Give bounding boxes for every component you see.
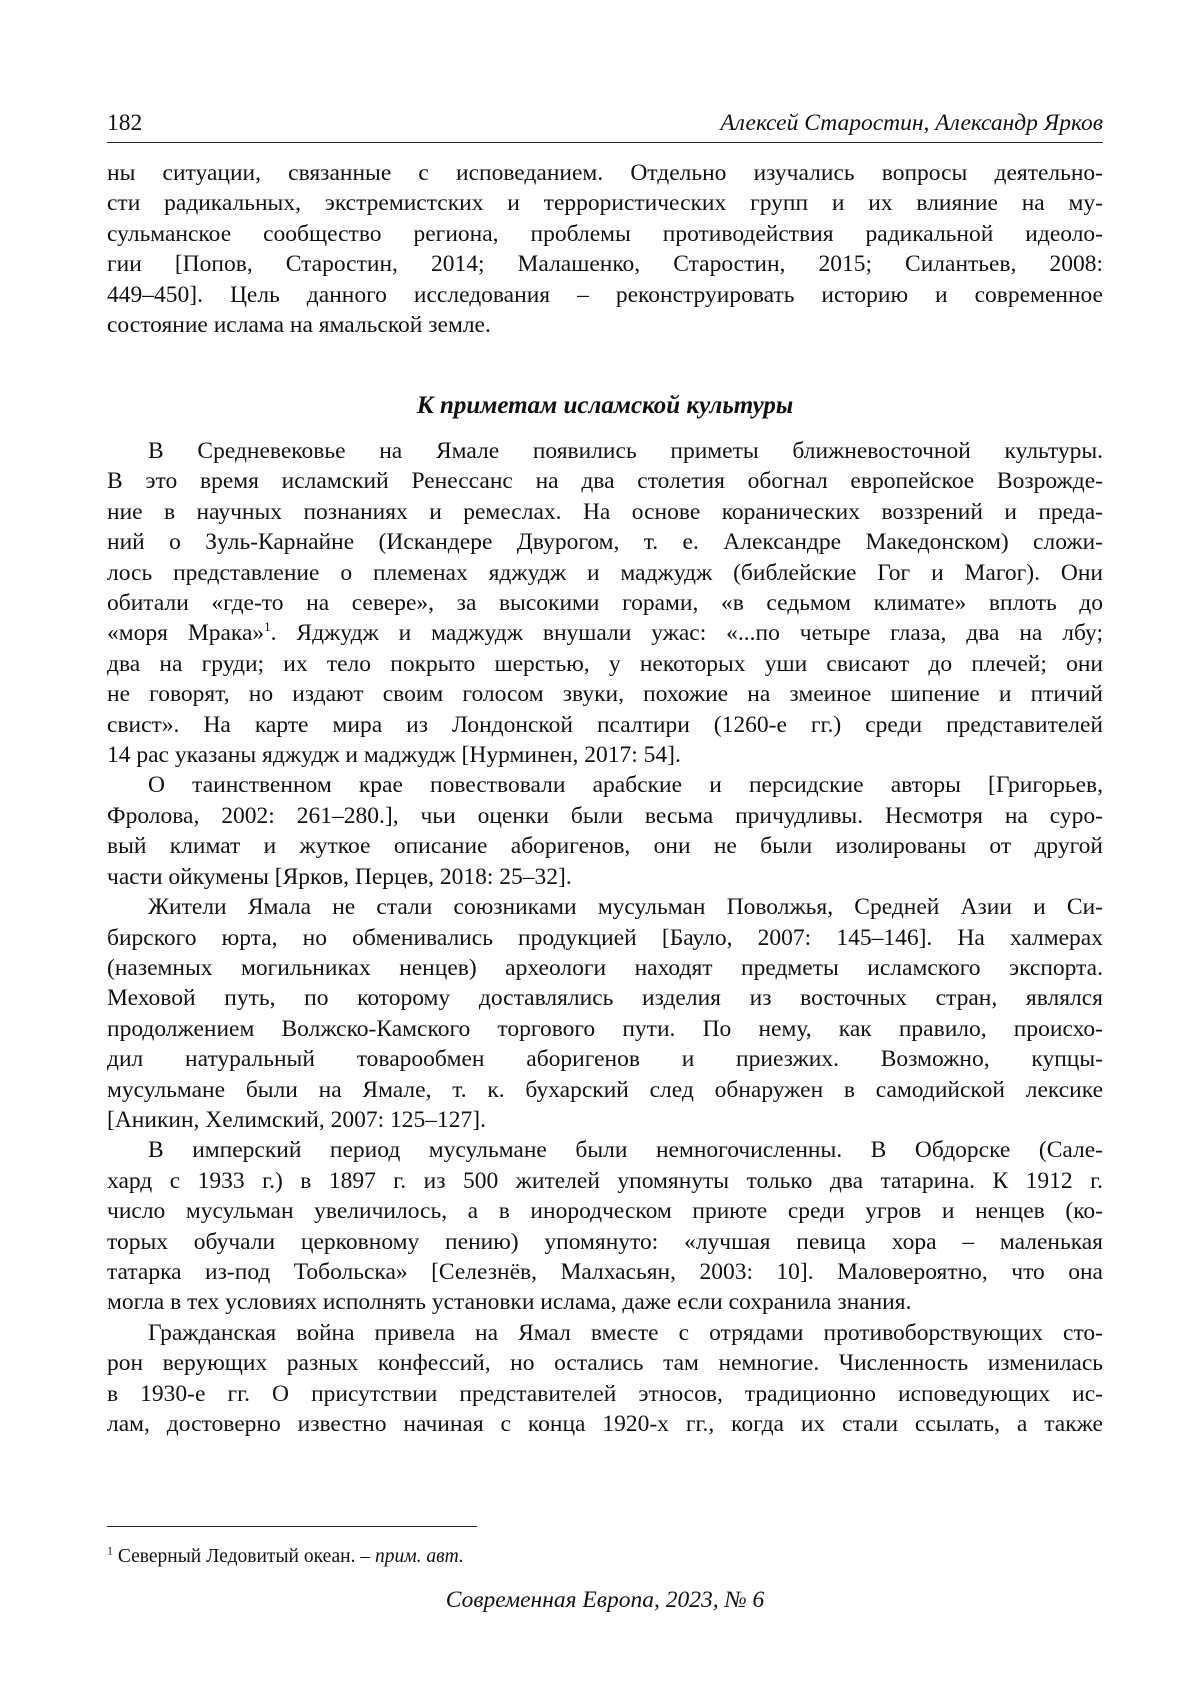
footnote-note: прим. авт. (374, 1546, 464, 1567)
page-number: 182 (107, 110, 143, 136)
text-line: 449–450]. Цель данного исследования – реконструировать историю и современное (107, 281, 1103, 308)
text-line: татарка из-под Тобольска» [Селезнёв, Малхасьян, 2003: 10]. Маловероятно, что она (107, 1258, 1103, 1285)
text-line: обитали «где-то на севере», за высокими горами, «в седьмом климате» вплоть до (107, 590, 1103, 617)
text-line: В имперский период мусульмане были немногочисленны. В Обдорске (Сале- (148, 1137, 1103, 1164)
text-run: «моря Мрака» (107, 620, 265, 647)
text-line: торых обучали церковному пению) упомянуто: «лучшая певица хора – маленькая (107, 1228, 1103, 1255)
text-line: Фролова, 2002: 261–280.], чьи оценки были весьма причудливы. Несмотря на суро- (107, 802, 1103, 829)
footnote-marker: 1 (107, 1543, 113, 1558)
intro-paragraph (107, 158, 1103, 340)
text-line: дил натуральный товарообмен аборигенов и приезжих. Возможно, купцы- (107, 1046, 1103, 1073)
text-line: [Аникин, Хелимский, 2007: 125–127]. (107, 1106, 486, 1133)
header-rule (107, 142, 1103, 143)
text-line: О таинственном крае повествовали арабские и персидские авторы [Григорьев, (148, 772, 1103, 799)
text-line: мусульмане были на Ямале, т. к. бухарский след обнаружен в самодийской лексике (107, 1076, 1103, 1103)
text-line: не говорят, но издают своим голосом звуки, похожие на змеиное шипение и птичий (107, 681, 1103, 708)
text-line: могла в тех условиях исполнять установки ислама, даже если сохранила знания. (107, 1289, 912, 1316)
footnote-text: Северный Ледовитый океан. – (113, 1546, 375, 1567)
text-line: Жители Ямала не стали союзниками мусульман Поволжья, Средней Азии и Си- (148, 894, 1103, 921)
text-line: лам, достоверно известно начиная с конца 1920-х гг., когда их стали ссылать, а также (107, 1411, 1103, 1437)
text-line: хард с 1933 г.) в 1897 г. из 500 жителей упомянуты только два татарина. К 1912 г. (107, 1167, 1103, 1194)
text-line: 14 рас указаны яджудж и маджудж [Нурминен, 2017: 54]. (107, 742, 681, 769)
text-line: два на груди; их тело покрыто шерстью, у некоторых уши свисают до плечей; они (107, 650, 1103, 677)
footnote (107, 1544, 1103, 1570)
text-line: (наземных могильниках ненцев) археологи находят предметы исламского экспорта. (107, 954, 1103, 981)
text-line (107, 618, 1103, 648)
text-line: части ойкумены [Ярков, Перцев, 2018: 25–32]. (107, 863, 572, 890)
section-body (107, 436, 1103, 1439)
text-line: в 1930-е гг. О присутствии представителей этносов, традиционно исповедующих ис- (107, 1380, 1103, 1407)
running-header-authors: Алексей Старостин, Александр Ярков (720, 110, 1103, 136)
section-heading: К приметам исламской культуры (416, 392, 794, 419)
paragraph-5 (107, 1318, 1103, 1440)
text-line: В Средневековье на Ямале появились приметы ближневосточной культуры. (148, 438, 1103, 464)
text-line: ние в научных познаниях и ремеслах. На основе коранических воззрений и преда- (107, 498, 1103, 525)
footnote-reference[interactable]: 1 (264, 619, 271, 635)
text-line: бирского юрта, но обменивались продукцией [Бауло, 2007: 145–146]. На халмерах (107, 924, 1103, 951)
paragraph-2 (107, 770, 1103, 892)
text-line: В это время исламский Ренессанс на два столетия обогнал европейское Возрожде- (107, 468, 1103, 495)
text-line: Меховой путь, по которому доставлялись изделия из восточных стран, являлся (107, 985, 1103, 1012)
paragraph-4 (107, 1135, 1103, 1317)
paragraph-3 (107, 892, 1103, 1135)
text-line: сти радикальных, экстремистских и террористических групп и их влияние на му- (107, 190, 1103, 217)
text-line: вый климат и жуткое описание аборигенов, они не были изолированы от другой (107, 833, 1103, 860)
text-run: . Яджудж и маджудж внушали ужас: «...по четыре глаза, два на лбу; (270, 620, 1104, 647)
text-line: свист». На карте мира из Лондонской псалтири (1260-е гг.) среди представителей (107, 711, 1103, 738)
footnote-rule (107, 1526, 477, 1527)
text-line: число мусульман увеличилось, а в инородческом приюте среди угров и ненцев (ко- (107, 1198, 1103, 1225)
running-header (107, 108, 1103, 138)
text-line: ний о Зуль-Карнайне (Искандере Двурогом, т. е. Александре Македонском) сложи- (107, 529, 1103, 556)
journal-footer: Современная Европа, 2023, № 6 (445, 1587, 765, 1613)
text-line: Гражданская война привела на Ямал вместе с отрядами противоборствующих сто- (148, 1319, 1103, 1346)
paragraph-1 (107, 436, 1103, 770)
text-line: лось представление о племенах яджудж и маджудж (библейские Гог и Магог). Они (107, 559, 1103, 586)
text-line: состояние ислама на ямальской земле. (107, 312, 491, 339)
text-line: гии [Попов, Старостин, 2014; Малашенко, Старостин, 2015; Силантьев, 2008: (107, 251, 1103, 278)
text-line: продолжением Волжско-Камского торгового пути. По нему, как правило, происхо- (107, 1015, 1103, 1042)
text-line: сульманское сообщество региона, проблемы противодействия радикальной идеоло- (107, 220, 1103, 247)
text-line: рон верующих разных конфессий, но остались там немногие. Численность изменилась (107, 1350, 1103, 1377)
text-line: ны ситуации, связанные с исповеданием. Отдельно изучались вопросы деятельно- (107, 160, 1103, 186)
